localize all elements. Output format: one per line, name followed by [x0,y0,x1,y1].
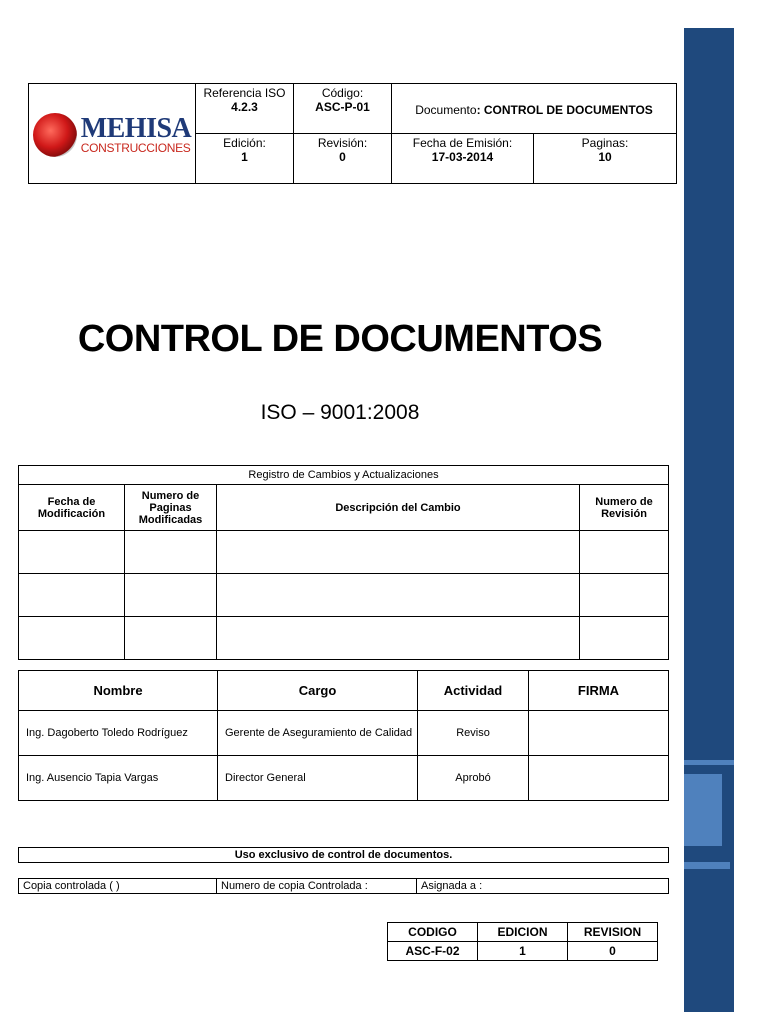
signature-cell[interactable] [529,711,669,756]
col-revision-number: Numero de Revisión [580,485,669,531]
logo-subtitle: CONSTRUCCIONES [80,140,191,155]
signature-cell[interactable] [529,756,669,801]
controlled-copy-table [18,878,669,894]
emission-date-cell [392,134,534,184]
table-cell[interactable] [125,617,217,660]
iso-reference-cell [196,84,294,134]
approver-role: Gerente de Aseguramiento de Calidad [218,711,418,756]
side-accent-line-lower [684,862,730,869]
table-cell[interactable] [19,531,125,574]
approvals-table [18,670,669,801]
table-cell[interactable] [125,531,217,574]
edition-value: 1 [241,150,248,164]
col-name: Nombre [19,671,218,711]
table-row [19,756,669,801]
edition-cell [196,134,294,184]
copy-number-field[interactable]: Numero de copia Controlada : [217,879,417,894]
code-cell [294,84,392,134]
emission-date-label: Fecha de Emisión: [412,136,513,150]
revision-label: Revisión: [317,136,368,150]
document-header-table [28,83,677,184]
changes-caption: Registro de Cambios y Actualizaciones [19,466,669,485]
company-logo [29,113,195,157]
page-title: CONTROL DE DOCUMENTOS [77,318,603,360]
col-pages-modified: Numero de Paginas Modificadas [125,485,217,531]
table-cell[interactable] [217,617,580,660]
approver-role: Director General [218,756,418,801]
col-role: Cargo [218,671,418,711]
revision-cell [294,134,392,184]
table-cell[interactable] [580,617,669,660]
assigned-to-field[interactable]: Asignada a : [417,879,669,894]
document-label: Documento [415,102,477,117]
col-activity: Actividad [418,671,529,711]
table-cell[interactable] [125,574,217,617]
side-accent-block [684,774,722,846]
iso-reference-label: Referencia ISO [203,86,286,100]
table-row [19,617,669,660]
table-cell[interactable] [580,531,669,574]
page-subtitle: ISO – 9001:2008 [260,401,420,424]
document-value: : CONTROL DE DOCUMENTOS [476,102,653,117]
logo-emblem-icon [33,113,77,157]
table-row [19,711,669,756]
form-revision-value: 0 [568,942,658,961]
table-row [19,531,669,574]
logo-cell [29,84,196,184]
approver-name: Ing. Dagoberto Toledo Rodríguez [19,711,218,756]
exclusive-use-title-table [18,847,669,863]
pages-value: 10 [598,150,612,164]
code-label: Código: [321,86,364,100]
code-header: CODIGO [388,923,478,942]
side-accent-line [684,760,734,765]
col-signature: FIRMA [529,671,669,711]
edition-label: Edición: [223,136,266,150]
form-code-value: ASC-F-02 [388,942,478,961]
exclusive-use-title: Uso exclusivo de control de documentos. [19,848,669,863]
table-cell[interactable] [217,574,580,617]
approver-name: Ing. Ausencio Tapia Vargas [19,756,218,801]
col-modification-date: Fecha de Modificación [19,485,125,531]
document-name-cell [392,84,677,134]
col-change-description: Descripción del Cambio [217,485,580,531]
approver-activity: Aprobó [418,756,529,801]
controlled-copy-field[interactable]: Copia controlada ( ) [19,879,217,894]
iso-reference-value: 4.2.3 [231,100,258,114]
changes-register-table [18,465,669,660]
edition-header: EDICION [478,923,568,942]
revision-value: 0 [339,150,346,164]
pages-label: Paginas: [581,136,629,150]
revision-header: REVISION [568,923,658,942]
table-row [19,574,669,617]
pages-cell [534,134,677,184]
logo-name: MEHISA [80,112,192,144]
code-value: ASC-P-01 [315,100,370,114]
form-code-table [387,922,658,961]
table-cell[interactable] [217,531,580,574]
approver-activity: Reviso [418,711,529,756]
table-cell[interactable] [19,574,125,617]
form-edition-value: 1 [478,942,568,961]
emission-date-value: 17-03-2014 [431,150,494,164]
table-cell[interactable] [580,574,669,617]
table-cell[interactable] [19,617,125,660]
